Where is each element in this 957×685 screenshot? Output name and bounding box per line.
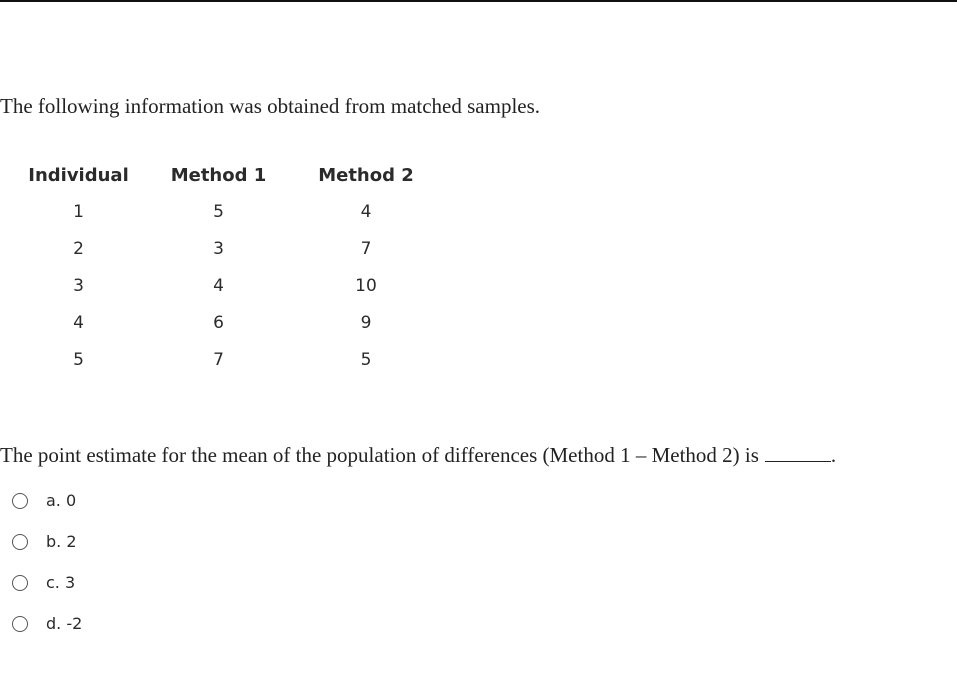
option-label: d. -2 (46, 614, 83, 633)
option-label: c. 3 (46, 573, 76, 592)
cell-individual: 2 (73, 238, 84, 259)
option-label: b. 2 (46, 532, 77, 551)
question-stem: The point estimate for the mean of the population of differences (Method 1 – Method 2) is (0, 443, 759, 467)
question-text (0, 443, 836, 468)
header-method-1: Method 1 (170, 164, 267, 186)
radio-button[interactable] (12, 493, 28, 509)
header-individual: Individual (28, 164, 129, 186)
cell-method-2: 4 (360, 201, 372, 222)
answer-blank (765, 443, 831, 462)
table-row (12, 267, 440, 304)
header-method-2: Method 2 (318, 164, 414, 186)
table-row (12, 230, 440, 267)
cell-individual: 4 (73, 312, 84, 333)
cell-method-1: 6 (213, 312, 224, 333)
option-a[interactable] (12, 480, 82, 521)
cell-method-1: 7 (213, 349, 224, 370)
option-label: a. 0 (46, 491, 77, 510)
radio-button[interactable] (12, 534, 28, 550)
table-row (12, 193, 440, 230)
cell-method-1: 4 (213, 275, 224, 296)
table-row (12, 304, 440, 341)
cell-method-2: 10 (355, 275, 377, 296)
matched-samples-table (12, 157, 440, 378)
cell-method-2: 9 (360, 312, 372, 333)
radio-button[interactable] (12, 575, 28, 591)
table-row (12, 341, 440, 378)
cell-method-1: 5 (213, 201, 224, 222)
table-header-row (12, 157, 440, 193)
option-b[interactable] (12, 521, 82, 562)
intro-text: The following information was obtained from matched samples. (0, 94, 541, 118)
option-d[interactable] (12, 603, 82, 644)
answer-options (12, 480, 82, 644)
cell-individual: 5 (73, 349, 84, 370)
cell-method-2: 7 (360, 238, 372, 259)
cell-method-1: 3 (213, 238, 224, 259)
cell-individual: 3 (73, 275, 84, 296)
cell-individual: 1 (73, 201, 84, 222)
radio-button[interactable] (12, 616, 28, 632)
option-c[interactable] (12, 562, 82, 603)
cell-method-2: 5 (360, 349, 372, 370)
question-period: . (830, 443, 837, 467)
top-rule (0, 0, 957, 2)
